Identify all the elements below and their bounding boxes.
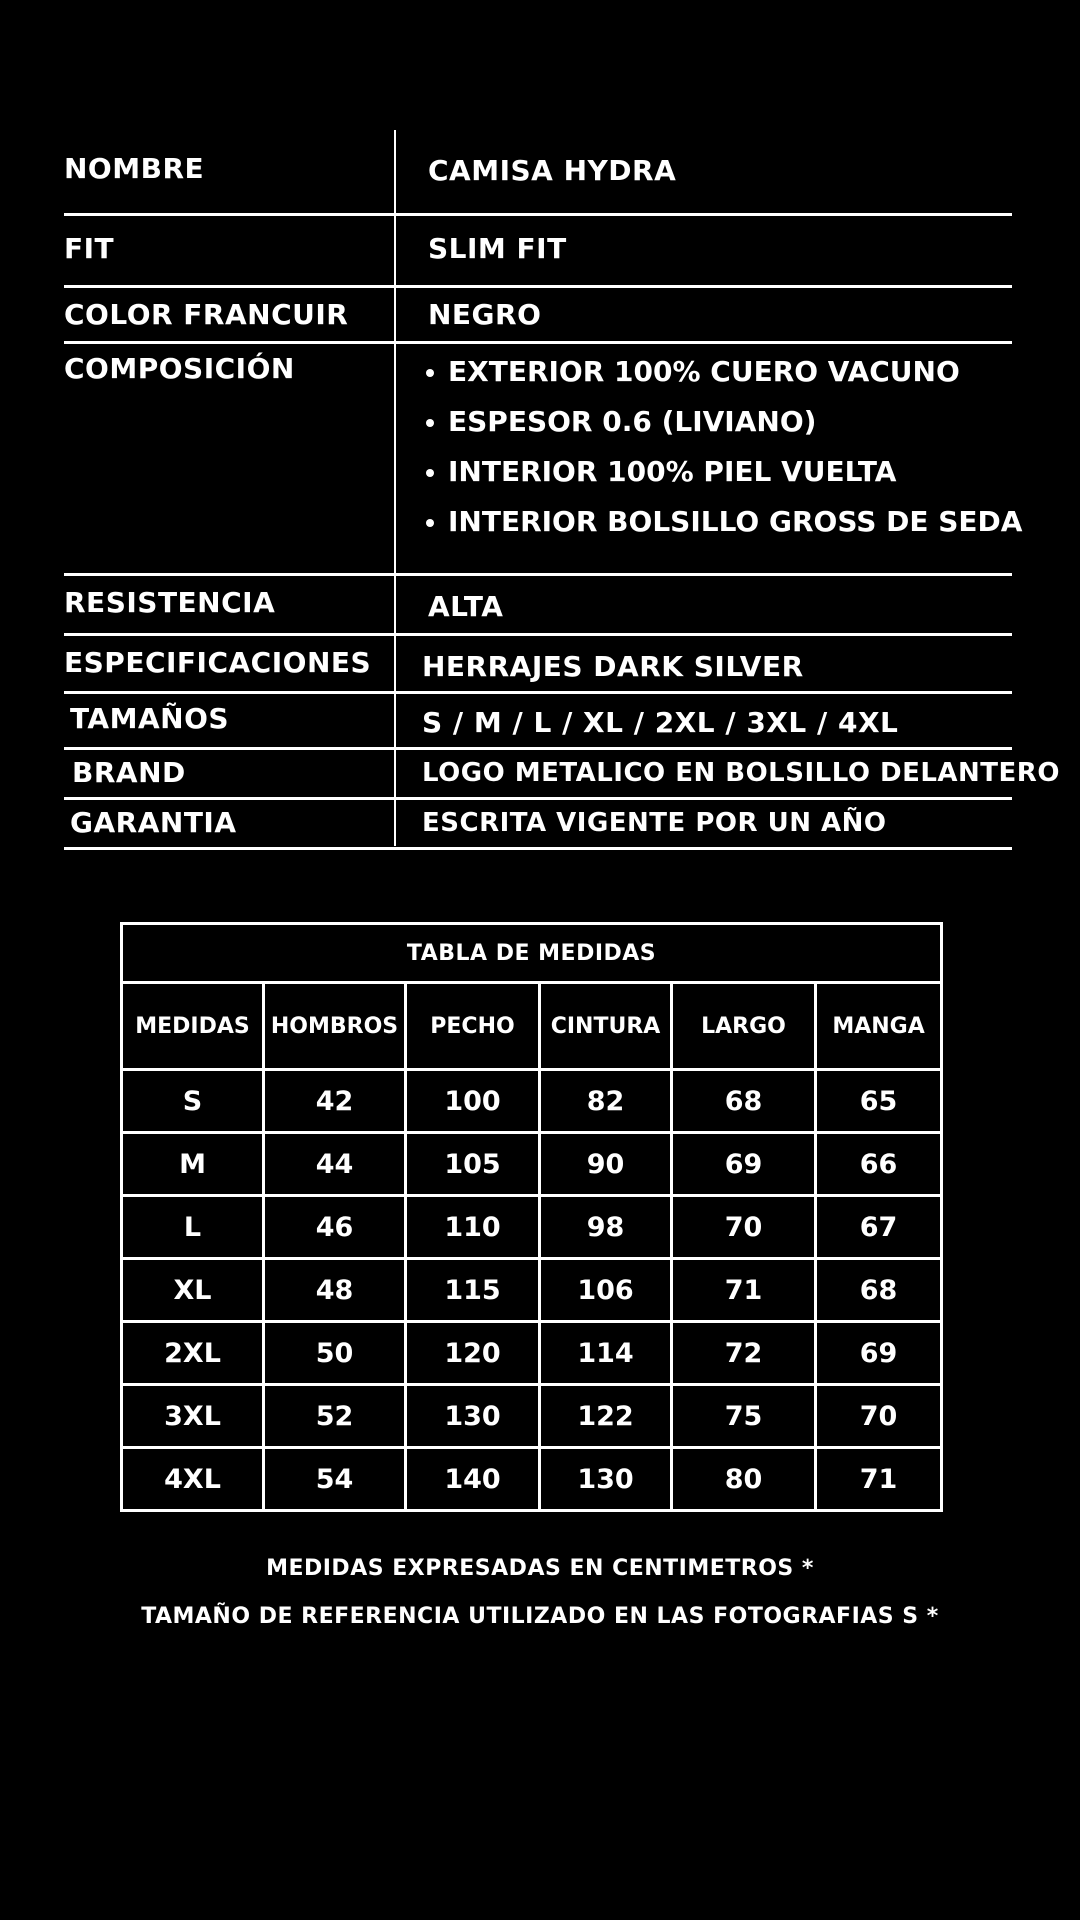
size-cell: 4XL [122, 1448, 264, 1511]
size-chart-title-row [122, 924, 942, 983]
value-cell: 68 [816, 1259, 942, 1322]
bullet-icon [426, 519, 434, 527]
table-row [122, 1133, 942, 1196]
spec-row-color [64, 288, 1012, 344]
table-row [122, 1196, 942, 1259]
column-header: MEDIDAS [122, 983, 264, 1070]
value-cell: 140 [406, 1448, 540, 1511]
value-cell: 106 [540, 1259, 672, 1322]
spec-row-garantia [64, 800, 1012, 850]
value-cell: 54 [264, 1448, 406, 1511]
spec-value: S / M / L / XL / 2XL / 3XL / 4XL [422, 706, 899, 739]
value-cell: 114 [540, 1322, 672, 1385]
spec-value: CAMISA HYDRA [428, 154, 677, 187]
spec-label: BRAND [72, 756, 186, 789]
table-row [122, 1259, 942, 1322]
spec-value: ALTA [428, 590, 504, 623]
composition-list [426, 350, 1022, 550]
value-cell: 52 [264, 1385, 406, 1448]
size-cell: XL [122, 1259, 264, 1322]
table-row [122, 1322, 942, 1385]
size-chart [120, 922, 940, 1512]
value-cell: 69 [816, 1322, 942, 1385]
size-cell: 3XL [122, 1385, 264, 1448]
spec-label: GARANTIA [70, 806, 237, 839]
value-cell: 71 [672, 1259, 816, 1322]
spec-row-resistencia [64, 576, 1012, 636]
value-cell: 80 [672, 1448, 816, 1511]
composition-item: INTERIOR BOLSILLO GROSS DE SEDA [426, 500, 1022, 550]
value-cell: 90 [540, 1133, 672, 1196]
value-cell: 46 [264, 1196, 406, 1259]
spec-row-nombre [64, 130, 1012, 216]
spec-value: HERRAJES DARK SILVER [422, 650, 804, 683]
value-cell: 70 [816, 1385, 942, 1448]
value-cell: 44 [264, 1133, 406, 1196]
spec-value: LOGO METALICO EN BOLSILLO DELANTERO [422, 758, 1060, 788]
size-cell: M [122, 1133, 264, 1196]
reference-size-note: TAMAÑO DE REFERENCIA UTILIZADO EN LAS FOTOGRAFIAS S * [141, 1604, 939, 1629]
value-cell: 71 [816, 1448, 942, 1511]
value-cell: 120 [406, 1322, 540, 1385]
column-header: CINTURA [540, 983, 672, 1070]
value-cell: 70 [672, 1196, 816, 1259]
spec-label: COMPOSICIÓN [64, 352, 295, 385]
value-cell: 67 [816, 1196, 942, 1259]
value-cell: 48 [264, 1259, 406, 1322]
spec-row-tamanos [64, 694, 1012, 750]
value-cell: 75 [672, 1385, 816, 1448]
size-cell: L [122, 1196, 264, 1259]
value-cell: 68 [672, 1070, 816, 1133]
value-cell: 72 [672, 1322, 816, 1385]
spec-row-especificaciones [64, 636, 1012, 694]
column-header: PECHO [406, 983, 540, 1070]
spec-label: COLOR FRANCUIR [64, 298, 349, 331]
size-chart-header-row [122, 983, 942, 1070]
table-row [122, 1448, 942, 1511]
value-cell: 66 [816, 1133, 942, 1196]
spec-label: FIT [64, 232, 115, 265]
table-row [122, 1385, 942, 1448]
value-cell: 42 [264, 1070, 406, 1133]
bullet-icon [426, 419, 434, 427]
value-cell: 100 [406, 1070, 540, 1133]
spec-label: RESISTENCIA [64, 586, 276, 619]
size-chart-table [120, 922, 943, 1512]
value-cell: 115 [406, 1259, 540, 1322]
spec-value: SLIM FIT [428, 232, 567, 265]
size-cell: 2XL [122, 1322, 264, 1385]
spec-value: ESCRITA VIGENTE POR UN AÑO [422, 808, 887, 838]
column-header: MANGA [816, 983, 942, 1070]
column-header: HOMBROS [264, 983, 406, 1070]
value-cell: 98 [540, 1196, 672, 1259]
spec-row-composicion [64, 344, 1023, 576]
table-row [122, 1070, 942, 1133]
spec-row-brand [64, 750, 1060, 800]
value-cell: 50 [264, 1322, 406, 1385]
spec-label: NOMBRE [64, 152, 205, 185]
spec-label: TAMAÑOS [70, 702, 230, 735]
value-cell: 69 [672, 1133, 816, 1196]
value-cell: 65 [816, 1070, 942, 1133]
spec-row-fit [64, 216, 1012, 288]
composition-item: EXTERIOR 100% CUERO VACUNO [426, 350, 1022, 400]
bullet-icon [426, 469, 434, 477]
composition-item: ESPESOR 0.6 (LIVIANO) [426, 400, 1022, 450]
size-cell: S [122, 1070, 264, 1133]
value-cell: 122 [540, 1385, 672, 1448]
spec-label: ESPECIFICACIONES [64, 646, 372, 679]
composition-item: INTERIOR 100% PIEL VUELTA [426, 450, 1022, 500]
spec-value: NEGRO [428, 298, 542, 331]
value-cell: 105 [406, 1133, 540, 1196]
value-cell: 130 [540, 1448, 672, 1511]
column-header: LARGO [672, 983, 816, 1070]
bullet-icon [426, 369, 434, 377]
value-cell: 82 [540, 1070, 672, 1133]
value-cell: 110 [406, 1196, 540, 1259]
size-chart-title: TABLA DE MEDIDAS [122, 924, 942, 983]
units-note: MEDIDAS EXPRESADAS EN CENTIMETROS * [266, 1556, 814, 1581]
value-cell: 130 [406, 1385, 540, 1448]
